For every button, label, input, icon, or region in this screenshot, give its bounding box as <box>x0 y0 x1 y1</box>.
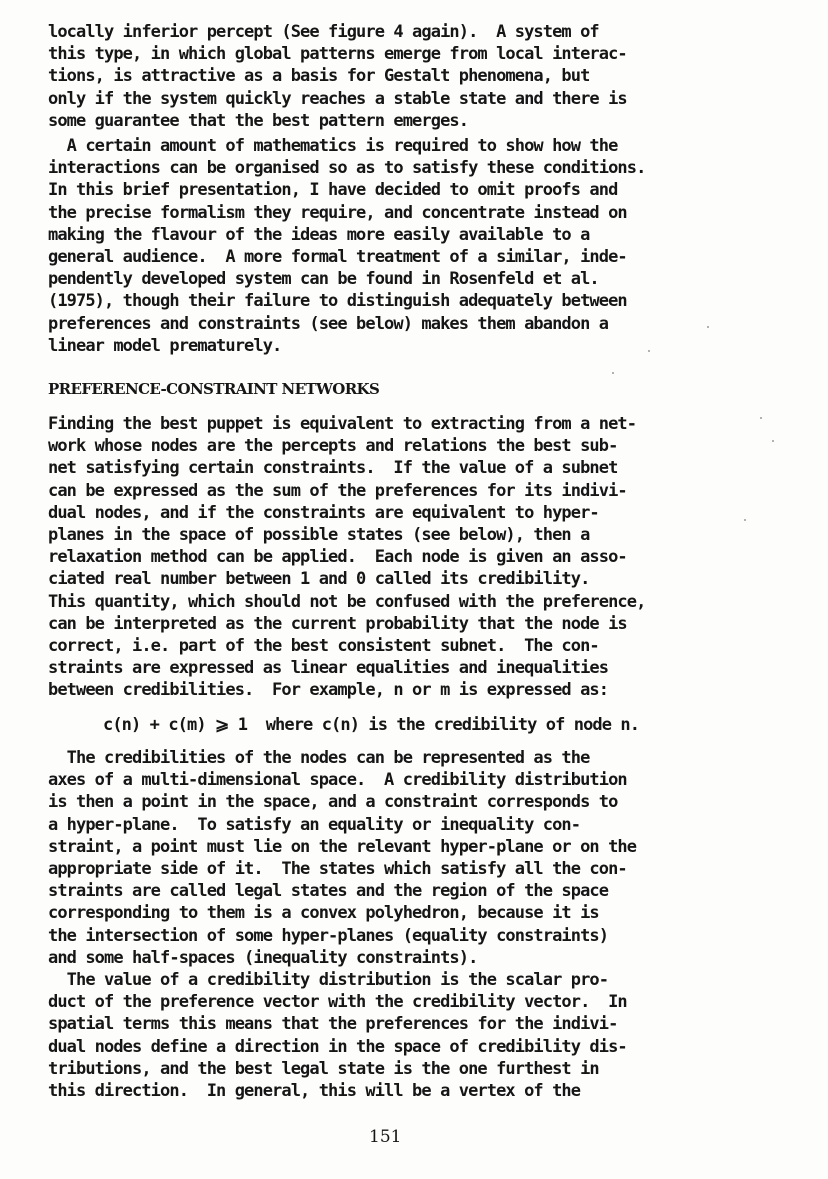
text-line: only if the system quickly reaches a stable state and there is <box>48 88 627 109</box>
text-line: spatial terms this means that the preferences for the indivi- <box>48 1014 618 1035</box>
text-line: making the flavour of the ideas more easily available to a <box>48 224 590 245</box>
text-line: Finding the best puppet is equivalent to extracting from a net- <box>48 414 637 434</box>
text-line: A certain amount of mathematics is required to show how the <box>48 136 618 156</box>
scan-speck <box>648 350 650 352</box>
text-line: The value of a credibility distribution is the scalar pro- <box>48 970 609 990</box>
text-line: a hyper-plane. To satisfy an equality or inequality con- <box>48 814 581 835</box>
text-line: linear model prematurely. <box>48 335 282 356</box>
scan-speck <box>612 372 614 374</box>
text-line: can be expressed as the sum of the preferences for its indivi- <box>48 480 627 501</box>
page-number: 151 <box>369 1127 402 1147</box>
scan-speck <box>760 417 762 419</box>
text-line: corresponding to them is a convex polyhedron, because it is <box>48 903 599 924</box>
text-line: this type, in which global patterns emerge from local interac- <box>48 44 627 65</box>
text-line: dual nodes define a direction in the space of credibility dis- <box>48 1036 627 1057</box>
credibility-formula: c(n) + c(m) ⩾ 1 where c(n) is the credibility of node n. <box>103 715 640 735</box>
text-line: straints are expressed as linear equalities and inequalities <box>48 658 609 679</box>
paragraph-3 <box>48 413 818 701</box>
paragraph-2 <box>48 135 818 357</box>
text-line: straints are called legal states and the region of the space <box>48 881 609 902</box>
text-line: The credibilities of the nodes can be represented as the <box>48 748 590 768</box>
text-line: tributions, and the best legal state is the one furthest in <box>48 1058 599 1079</box>
text-line: and some half-spaces (inequality constraints). <box>48 947 478 968</box>
text-line: net satisfying certain constraints. If the value of a subnet <box>48 458 618 479</box>
scan-speck <box>772 440 774 442</box>
text-line: relaxation method can be applied. Each node is given an asso- <box>48 547 627 568</box>
paragraph-4 <box>48 747 818 969</box>
text-line: the intersection of some hyper-planes (equality constraints) <box>48 925 609 946</box>
scan-speck <box>707 326 709 328</box>
section-heading: PREFERENCE-CONSTRAINT NETWORKS <box>48 380 380 398</box>
text-line: is then a point in the space, and a constraint corresponds to <box>48 792 618 813</box>
text-line: tions, is attractive as a basis for Gestalt phenomena, but <box>48 66 590 87</box>
text-line: interactions can be organised so as to satisfy these conditions. <box>48 158 646 179</box>
text-line: This quantity, which should not be confused with the preference, <box>48 591 646 612</box>
text-line: straint, a point must lie on the relevant hyper-plane or on the <box>48 836 637 857</box>
text-line: dual nodes, and if the constraints are equivalent to hyper- <box>48 502 599 523</box>
scan-speck <box>744 519 746 521</box>
text-line: between credibilities. For example, n or m is expressed as: <box>48 680 609 701</box>
paragraph-1 <box>48 21 818 132</box>
text-line: preferences and constraints (see below) makes them abandon a <box>48 313 609 334</box>
text-line: this direction. In general, this will be a vertex of the <box>48 1080 581 1101</box>
text-line: duct of the preference vector with the credibility vector. In <box>48 992 627 1013</box>
text-line: general audience. A more formal treatment of a similar, inde- <box>48 246 627 267</box>
text-line: locally inferior percept (See figure 4 again). A system of <box>48 22 599 42</box>
text-line: axes of a multi-dimensional space. A credibility distribution <box>48 770 627 791</box>
text-line: (1975), though their failure to distinguish adequately between <box>48 291 627 312</box>
text-line: appropriate side of it. The states which satisfy all the con- <box>48 858 627 879</box>
text-line: In this brief presentation, I have decided to omit proofs and <box>48 180 618 201</box>
text-line: pendently developed system can be found in Rosenfeld et al. <box>48 269 599 290</box>
text-line: ciated real number between 1 and 0 called its credibility. <box>48 569 590 590</box>
text-line: correct, i.e. part of the best consistent subnet. The con- <box>48 635 599 656</box>
text-line: can be interpreted as the current probability that the node is <box>48 613 627 634</box>
text-line: work whose nodes are the percepts and relations the best sub- <box>48 436 618 457</box>
paragraph-5 <box>48 969 818 1102</box>
text-line: the precise formalism they require, and concentrate instead on <box>48 202 627 223</box>
text-line: planes in the space of possible states (see below), then a <box>48 524 590 545</box>
text-line: some guarantee that the best pattern emerges. <box>48 110 469 131</box>
